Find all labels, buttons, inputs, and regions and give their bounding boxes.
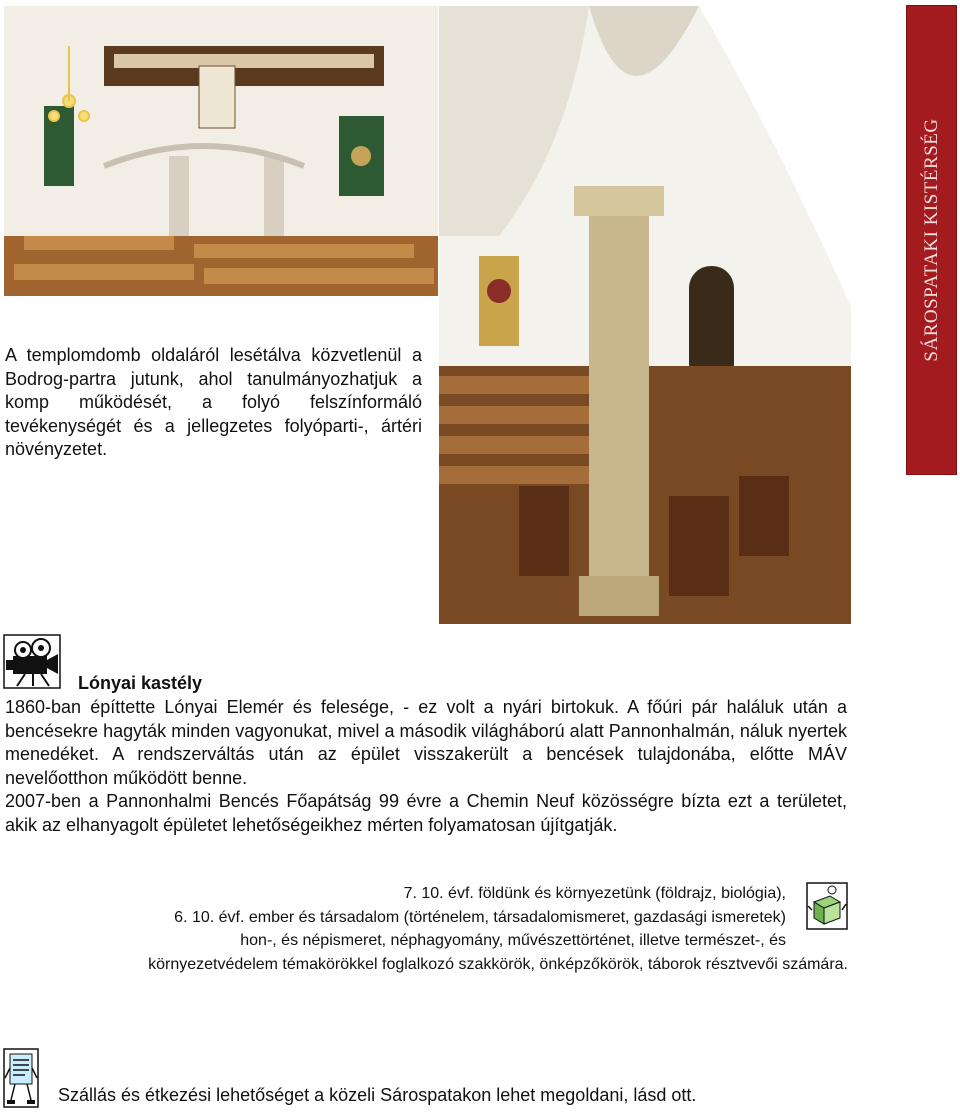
brand-title: SÁROSPATAKI KISTÉRSÉG [920,118,942,362]
section-title: Lónyai kastély [78,673,203,693]
castle-paragraph-2: 2007-ben a Pannonhalmi Bencés Főapátság 99 évre a Chemin Neuf közösségre bízta ezt a területet, akik az elhanyagolt épületet lehetőségeikhez mérten folyamatosan újítgatják. [5,791,847,835]
intro-paragraph: A templomdomb oldaláról lesétálva közvetlenül a Bodrog-partra jutunk, ahol tanulmányozhatjuk a komp működését, a folyó felszínformáló tevékenységét és a jellegzetes folyóparti-, ártéri növényzetet. [5,345,422,459]
grade-line-2: 6. 10. évf. ember és társadalom (történelem, társadalomismeret, gazdasági ismeretek) [174,908,786,926]
castle-description [5,696,847,837]
church-nave-illustration [4,6,438,296]
grade-line-1: 7. 10. évf. földünk és környezetünk (földrajz, biológia), [403,885,786,902]
target-audience-block [30,882,848,976]
sidebar-brand-banner [906,5,957,475]
church-interior-photo-right [439,6,851,624]
vaulted-column-illustration [439,6,851,624]
book-character-icon [806,882,848,930]
grade-line-3: hon-, és népismeret, néphagyomány, művészettörténet, illetve természet-, és [240,932,786,949]
lodging-note: Szállás és étkezési lehetőséget a közeli Sárospatakon lehet megoldani, lásd ott. [58,1085,697,1105]
grade-line-4: környezetvédelem témakörökkel foglalkozó szakkörök, önképzőkörök, táborok résztvevői számára. [148,955,848,973]
castle-paragraph-1: 1860-ban építtette Lónyai Elemér és felesége, - ez volt a nyári birtokuk. A főúri pár haláluk után a bencésekre hagyták minden vagyonukat, mivel a második világháború alatt Pannonhalmán, náluk nyertek menedéket. A rendszerváltás után az épület visszakerült a bencések tulajdonába, előtte MÁV nevelőotthon működött benne. [5,697,847,788]
church-interior-photo-left [4,6,438,296]
camera-icon [3,634,61,689]
document-character-icon [3,1048,39,1108]
